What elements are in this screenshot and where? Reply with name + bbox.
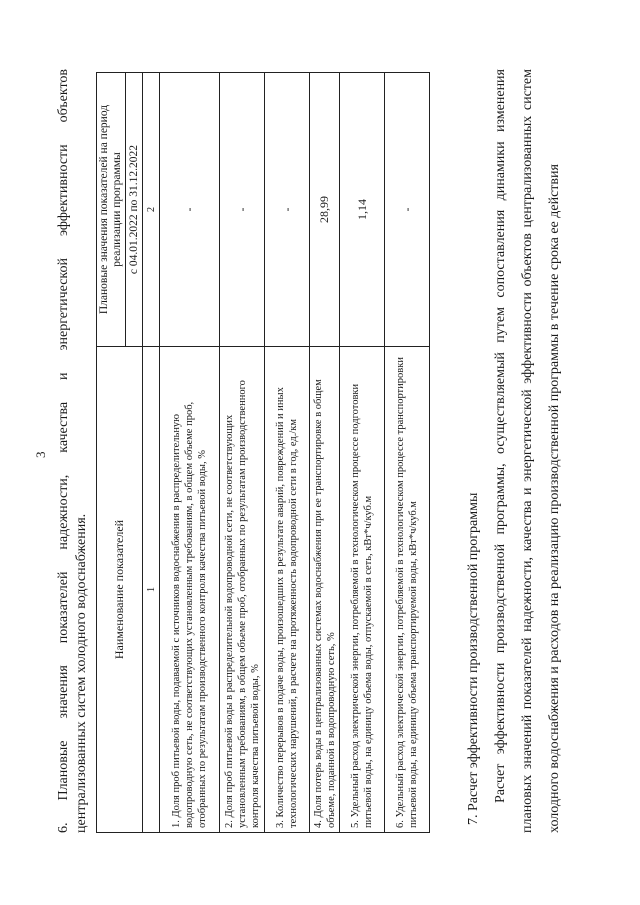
header-period: с 04.01.2022 по 31.12.2022 — [126, 73, 143, 347]
section-7-paragraph: Расчет эффективности производственной программы, осуществляемый путем сопоставления динамики изменения плановых значений показателей надежности, качества и энергетической эффективности объектов централизованных систем холодного водоснабжения и расходов на реализацию производственной программы в течение срока ее действия — [493, 69, 562, 833]
column-number-1: 1 — [143, 347, 160, 833]
section-7 — [460, 69, 568, 833]
indicator-value-6: - — [385, 73, 430, 347]
section-6-line-1: 6. Плановые значения показателей надежности, качества и энергетической эффективности объектов — [56, 69, 71, 833]
indicator-name-4: 4. Доля потерь воды в централизованных системах водоснабжения при ее транспортировке в общем объеме, поданной в водопроводную сеть, % — [310, 347, 340, 833]
page-number: 3 — [33, 451, 48, 458]
section-6-line-2: централизованных систем холодного водоснабжения. — [74, 513, 89, 833]
indicator-value-1: - — [160, 73, 220, 347]
indicator-value-2: - — [220, 73, 265, 347]
indicator-name-3: 3. Количество перерывов в подаче воды, произошедших в результате аварий, повреждений и иных технологических нарушений, в расчете на протяженность водопроводной сети в год, ед./км — [265, 347, 310, 833]
indicator-name-5: 5. Удельный расход электрической энергии, потребляемой в технологическом процессе подготовки питьевой воды, на единицу объема воды, отпускаемой в сеть, кВт*ч/куб.м — [340, 347, 385, 833]
indicator-name-6: 6. Удельный расход электрической энергии, потребляемой в технологическом процессе транспортировки питьевой воды, на единицу объема транспортируемой воды, кВт*ч/куб.м — [385, 347, 430, 833]
indicator-name-2: 2. Доля проб питьевой воды в распределительной водопроводной сети, не соответствующих установленным требованиям, в общем объеме проб, отобранных по результатам производственного контроля качества питьевой воды, % — [220, 347, 265, 833]
section-7-title: 7. Расчет эффективности производственной программы — [466, 492, 481, 825]
indicator-value-4: 28,99 — [310, 73, 340, 347]
header-indicator-name: Наименование показателей — [97, 347, 143, 833]
indicator-value-3: - — [265, 73, 310, 347]
indicators-table — [96, 72, 430, 833]
header-plan-values: Плановые значения показателей на период реализации программы — [97, 73, 126, 347]
indicator-value-5: 1,14 — [340, 73, 385, 347]
indicator-name-1: 1. Доля проб питьевой воды, подаваемой с источников водоснабжения в распределительную водопроводную сеть, не соответствующих установленным требованиям, в общем объеме проб, отобранных по результатам производственного контроля качества питьевой воды, % — [160, 347, 220, 833]
section-6-heading — [55, 69, 91, 833]
column-number-2: 2 — [143, 73, 160, 347]
